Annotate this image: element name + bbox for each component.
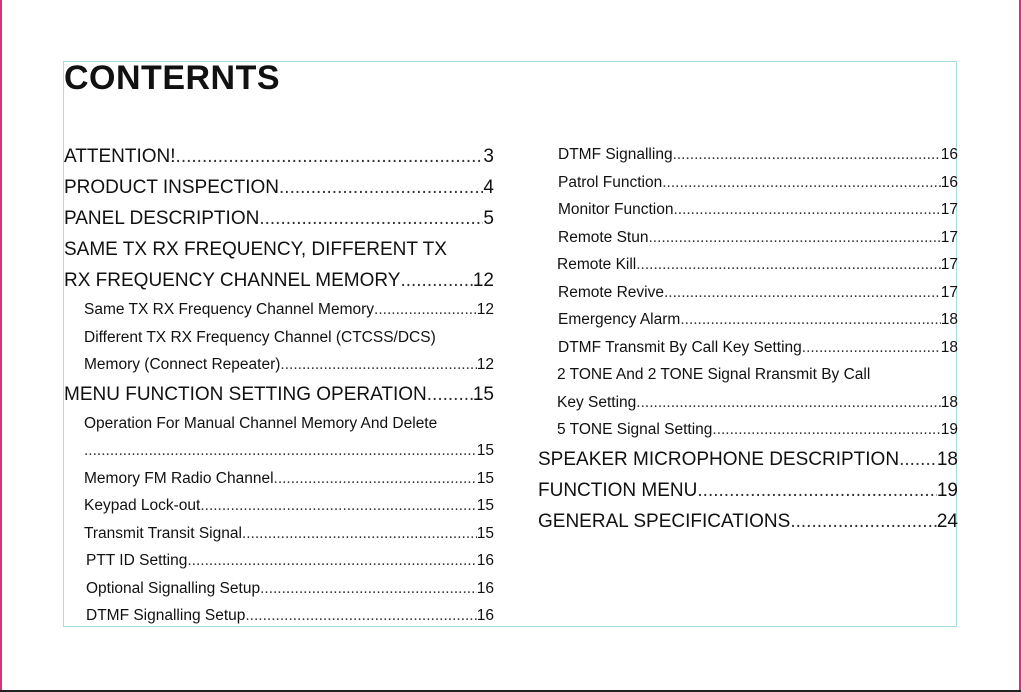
dot-leader xyxy=(245,602,476,630)
toc-subentry[interactable] xyxy=(64,492,494,520)
toc-subentry[interactable] xyxy=(64,547,494,575)
toc-entry-page: 19 xyxy=(936,479,958,501)
toc-entry-label: MENU FUNCTION SETTING OPERATION xyxy=(64,383,427,405)
toc-entry[interactable] xyxy=(538,506,958,537)
toc-entry-page: 18 xyxy=(940,338,958,356)
toc-entry[interactable] xyxy=(64,172,494,203)
dot-leader xyxy=(636,389,940,417)
dot-leader xyxy=(673,141,941,169)
toc-subentry[interactable] xyxy=(64,465,494,493)
toc-entry-label: Memory FM Radio Channel xyxy=(84,469,274,487)
toc-entry-label: Transmit Transit Signal xyxy=(84,524,242,542)
toc-entry-page: 18 xyxy=(936,448,958,470)
toc-entry[interactable] xyxy=(64,379,494,410)
toc-subentry[interactable] xyxy=(538,279,958,307)
toc-entry-label: PRODUCT INSPECTION xyxy=(64,177,280,198)
toc-entry-label: ATTENTION! xyxy=(64,146,176,167)
toc-entry-page: 16 xyxy=(476,552,494,569)
toc-entry-label: Keypad Lock-out xyxy=(84,497,201,514)
dot-leader xyxy=(636,251,941,279)
toc-entry-page: 15 xyxy=(476,469,494,487)
toc-entry[interactable] xyxy=(64,265,494,296)
toc-entry-page: 3 xyxy=(483,146,494,167)
toc-right-column xyxy=(538,141,958,537)
dot-leader xyxy=(176,141,484,172)
toc-entry-page: 12 xyxy=(476,356,494,373)
toc-subentry[interactable] xyxy=(538,251,958,279)
toc-subentry-continued[interactable] xyxy=(538,361,958,389)
dot-leader xyxy=(673,196,940,224)
toc-entry-label: Same TX RX Frequency Channel Memory xyxy=(84,301,375,318)
toc-entry-page: 15 xyxy=(476,497,494,514)
toc-subentry[interactable] xyxy=(64,437,494,465)
toc-subentry[interactable] xyxy=(538,196,958,224)
toc-subentry[interactable] xyxy=(64,575,494,603)
dot-leader xyxy=(664,279,941,307)
toc-subentry[interactable] xyxy=(538,141,958,169)
toc-entry-page: 17 xyxy=(940,201,958,218)
dot-leader xyxy=(374,296,477,324)
toc-subentry[interactable] xyxy=(64,602,494,630)
toc-entry-continued[interactable] xyxy=(64,234,494,265)
toc-subentry[interactable] xyxy=(538,416,958,444)
dot-leader xyxy=(200,492,476,520)
toc-entry-label: Different TX RX Frequency Channel (CTCSS/DCS) xyxy=(84,328,436,346)
toc-entry-label: Patrol Function xyxy=(558,173,663,191)
toc-entry-label: PANEL DESCRIPTION xyxy=(64,208,260,229)
dot-leader xyxy=(648,224,940,252)
toc-entry-label: SAME TX RX FREQUENCY, DIFFERENT TX xyxy=(64,239,447,260)
toc-entry-label: 2 TONE And 2 TONE Signal Rransmit By Call xyxy=(557,366,871,383)
toc-entry-page: 19 xyxy=(940,421,958,438)
toc-entry-page: 5 xyxy=(483,208,494,229)
toc-entry-page: 15 xyxy=(472,383,494,405)
toc-entry-label: DTMF Signalling Setup xyxy=(86,607,246,624)
toc-subentry[interactable] xyxy=(538,224,958,252)
dot-leader xyxy=(400,265,472,296)
toc-subentry[interactable] xyxy=(538,306,958,334)
toc-entry-label: Remote Kill xyxy=(557,256,637,273)
dot-leader xyxy=(790,506,937,537)
dot-leader xyxy=(274,465,477,493)
toc-subentry[interactable] xyxy=(538,389,958,417)
toc-entry-label: DTMF Transmit By Call Key Setting xyxy=(558,338,802,356)
toc-entry-label: Memory (Connect Repeater) xyxy=(84,356,281,373)
dot-leader xyxy=(802,334,941,362)
toc-entry-label: 5 TONE Signal Setting xyxy=(557,421,713,438)
toc-entry-page: 17 xyxy=(940,228,958,246)
toc-subentry[interactable] xyxy=(64,520,494,548)
page-edge-left xyxy=(0,0,2,692)
toc-entry-label: Key Setting xyxy=(557,393,637,411)
toc-entry-page: 12 xyxy=(472,270,494,291)
page-title: CONTERNTS xyxy=(64,59,281,97)
dot-leader xyxy=(662,169,941,197)
toc-entry-label: Monitor Function xyxy=(558,201,674,218)
toc-entry-page: 12 xyxy=(476,301,494,318)
toc-entry-label: PTT ID Setting xyxy=(86,552,188,569)
dot-leader xyxy=(697,475,936,506)
toc-subentry-continued[interactable] xyxy=(64,410,494,438)
toc-entry-page: 17 xyxy=(940,256,958,273)
toc-entry-page: 15 xyxy=(476,442,494,459)
dot-leader xyxy=(84,437,477,465)
toc-entry-label: Emergency Alarm xyxy=(558,311,681,328)
toc-subentry[interactable] xyxy=(64,296,494,324)
toc-left-column xyxy=(64,141,494,630)
toc-entry-label: Optional Signalling Setup xyxy=(86,579,261,597)
toc-entry[interactable] xyxy=(538,444,958,475)
toc-subentry-continued[interactable] xyxy=(64,324,494,352)
dot-leader xyxy=(280,351,476,379)
toc-entry-page: 16 xyxy=(940,173,958,191)
toc-entry-page: 24 xyxy=(936,510,958,532)
dot-leader xyxy=(242,520,477,548)
dot-leader xyxy=(279,172,483,203)
toc-entry-label: GENERAL SPECIFICATIONS xyxy=(538,510,791,532)
toc-entry[interactable] xyxy=(64,203,494,234)
toc-entry[interactable] xyxy=(538,475,958,506)
dot-leader xyxy=(259,203,483,234)
toc-entry-page: 17 xyxy=(940,283,958,301)
toc-entry-page: 16 xyxy=(476,579,494,597)
toc-entry-page: 4 xyxy=(483,177,494,198)
toc-subentry[interactable] xyxy=(538,169,958,197)
toc-entry-page: 16 xyxy=(476,607,494,624)
dot-leader xyxy=(260,575,477,603)
toc-entry-label: Remote Revive xyxy=(558,283,664,301)
dot-leader xyxy=(712,416,940,444)
toc-entry-page: 18 xyxy=(940,393,958,411)
toc-entry-label: Operation For Manual Channel Memory And Delete xyxy=(84,414,438,432)
toc-entry-label: RX FREQUENCY CHANNEL MEMORY xyxy=(64,270,401,291)
toc-entry-label: DTMF Signalling xyxy=(558,146,673,163)
toc-entry-label: Remote Stun xyxy=(558,228,649,246)
dot-leader xyxy=(899,444,937,475)
toc-subentry[interactable] xyxy=(64,351,494,379)
toc-entry[interactable] xyxy=(64,141,494,172)
toc-entry-page: 16 xyxy=(940,146,958,163)
toc-subentry[interactable] xyxy=(538,334,958,362)
toc-entry-page: 18 xyxy=(940,311,958,328)
dot-leader xyxy=(187,547,476,575)
toc-entry-label: FUNCTION MENU xyxy=(538,479,698,501)
toc-entry-page: 15 xyxy=(476,524,494,542)
dot-leader xyxy=(427,379,473,410)
dot-leader xyxy=(680,306,940,334)
toc-entry-label: SPEAKER MICROPHONE DESCRIPTION xyxy=(538,448,900,470)
